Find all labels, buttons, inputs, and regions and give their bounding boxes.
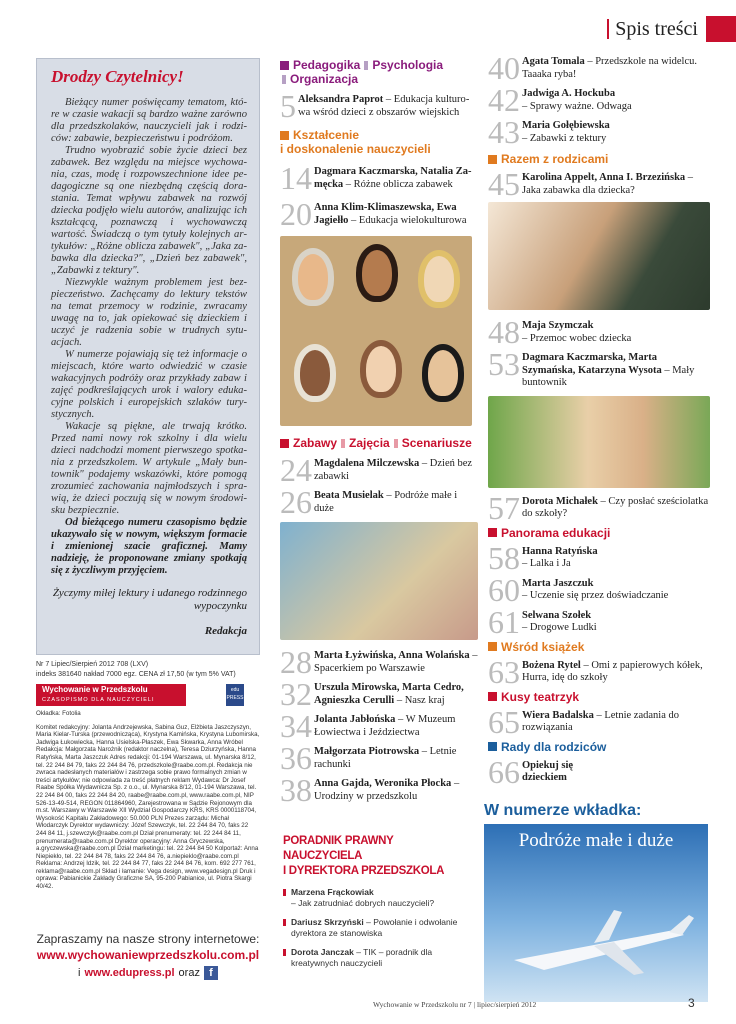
entry-author: Dagmara Kaczmarska, Natalia Zamęcka: [314, 166, 472, 190]
entry-title: – Czy posłać sześciolatka do szkoły?: [522, 495, 709, 519]
issue-info: Nr 7 Lipiec/Sierpień 2012 708 (LXV): [36, 661, 149, 668]
toc-entry[interactable]: [280, 676, 478, 712]
supplement-heading: W numerze wkładka:: [484, 802, 642, 819]
letter-paragraph: Bieżący numer poświęcamy tematom, które w czasie wakacji są bardzo ważne zarówno dla przedszkolaków, nauczycieli jak i rodziców: zabawie, bezpieczeństwu i podróżom.: [51, 97, 247, 144]
page-number: 66: [488, 753, 520, 790]
page-number: 20: [280, 196, 312, 232]
face-illustration: [356, 244, 398, 302]
entry-title: – W Muzeum Łowiectwa i Jeździectwa: [314, 714, 456, 738]
guide-author: Dorota Janczak: [291, 947, 354, 957]
cover-credit: Okładka: Fotolia: [36, 710, 81, 717]
letter-title: Drodzy Czytelnicy!: [51, 67, 184, 86]
section-pedagogika: [280, 58, 478, 72]
imprint: [36, 660, 260, 891]
edupress-logo: edu PRESS: [226, 684, 244, 706]
letter-paragraph: Trudno wyobrazić sobie życie dzieci bez zabawek. Bez względu na miejsce wychowania, czas, modę i rozpowszechnione idee pedagogiczne są one niezbędną częścią dorastania. Temat wpływu zabawek na rozwój dziecka podjęło wielu autorów, analizując ich kształcącą, poznawczą i wychowawczą wartość. Świadczą o tym tytuły kolejnych artykułów: „Różne oblicza zabawek", „Jaka zabawka dla dziecka?", „Dzień bez zabawek", „Zabawki z tektury".: [51, 145, 247, 276]
section-marker: [394, 439, 398, 448]
page-number: 40: [488, 50, 520, 86]
separator-text: i: [78, 967, 81, 979]
page-number: 58: [488, 539, 520, 576]
toc-entry[interactable]: [280, 452, 478, 488]
page-number: 38: [280, 772, 312, 808]
entry-author: Marta Jaszczuk: [522, 577, 594, 589]
page-number: 42: [488, 82, 520, 118]
section-label: Psychologia: [372, 58, 444, 72]
section-label: Kształcenie: [293, 128, 360, 142]
edupress-link[interactable]: www.edupress.pl: [84, 967, 175, 979]
page-number: 36: [280, 740, 312, 776]
oraz-text: oraz: [178, 967, 200, 979]
page-title: Spis treści: [615, 17, 698, 40]
entry-title: – Omi z papierowych kółek, Hurra, idę do szkoły: [522, 659, 703, 683]
section-razem: [488, 152, 710, 166]
entry-title: – Lalka i Ja: [522, 558, 571, 569]
section-ksztalcenie: [280, 128, 478, 142]
page-number: 28: [280, 644, 312, 680]
magazine-logo: [36, 684, 260, 706]
entry-title: – Zabawki z tektury: [522, 132, 607, 144]
entry-author: Beata Musielak: [314, 490, 384, 501]
middle-column: [280, 58, 478, 808]
toc-entry[interactable]: [488, 603, 710, 640]
page-number: 34: [280, 708, 312, 744]
section-label: Organizacja: [290, 72, 359, 86]
section-marker: [341, 439, 345, 448]
section-label: Zajęcia: [349, 436, 390, 450]
website-promo: [36, 932, 260, 980]
toc-entry[interactable]: [280, 740, 478, 776]
page-number: 45: [488, 166, 520, 202]
section-marker: [280, 439, 289, 448]
guide-item[interactable]: [283, 917, 473, 939]
guide-title: – TIK – poradnik dla kreatywnych nauczycieli: [291, 947, 433, 968]
guide-title: – Powołanie i odwołanie dyrektora ze stanowiska: [291, 917, 458, 938]
toc-entry[interactable]: [488, 653, 710, 690]
letter-closing: Życzymy miłej lektury i udanego rodzinnego wypoczynku: [52, 587, 247, 612]
entry-author: Maja Szymczak: [522, 320, 594, 331]
toc-entry[interactable]: [488, 166, 710, 202]
guide-heading: PORADNIK PRAWNY NAUCZYCIELA: [283, 835, 394, 862]
toc-entry[interactable]: [280, 484, 478, 520]
toc-entry[interactable]: [280, 196, 478, 232]
section-label: Razem z rodzicami: [501, 152, 609, 166]
section-marker: [488, 528, 497, 537]
guide-item[interactable]: [283, 887, 473, 909]
page-number: 61: [488, 603, 520, 640]
toc-entry[interactable]: [488, 571, 710, 608]
guide-title: – Jak zatrudniać dobrych nauczycieli?: [291, 898, 435, 908]
entry-author: Wiera Badalska: [522, 709, 594, 721]
page-number: 5: [280, 88, 296, 124]
section-marker: [488, 692, 497, 701]
toc-entry[interactable]: [280, 644, 478, 680]
section-label: Kusy teatrzyk: [501, 689, 580, 704]
page-number: 57: [488, 489, 520, 526]
toc-entry[interactable]: [488, 314, 710, 350]
section-marker: [280, 61, 289, 70]
entry-author: Marta Łyżwińska, Anna Wolańska: [314, 650, 470, 661]
section-zabawy: [280, 436, 478, 450]
section-label: Wśród książek: [501, 639, 585, 654]
letter-bold-paragraph: Od bieżącego numeru czasopismo będzie ukazywało się w nowym, większym formacie i zmienionej szacie graficznej. Mamy nadzieję, że proponowane zmiany spotkają się z życzliwym przyjęciem.: [51, 517, 247, 576]
guide-author: Dariusz Skrzyński: [291, 917, 364, 927]
entry-author: Bożena Rytel: [522, 659, 581, 671]
supplement-title: Podróże małe i duże: [518, 830, 674, 851]
page-number: 48: [488, 314, 520, 350]
section-label: Rady dla rodziców: [501, 739, 607, 754]
airplane-icon: [484, 880, 708, 1000]
section-label: Pedagogika: [293, 58, 361, 72]
page-number: 63: [488, 653, 520, 690]
entry-title: – Edukacja wielokulturowa: [348, 214, 467, 226]
entry-author: Magdalena Milczewska: [314, 458, 420, 469]
section-marker: [282, 75, 286, 84]
face-illustration: [418, 250, 460, 308]
entry-author: Aleksandra Paprot: [298, 94, 384, 105]
entry-title: – Podróże małe i duże: [314, 490, 458, 514]
page-number: 14: [280, 160, 312, 196]
toc-entry[interactable]: [280, 772, 478, 808]
toc-entry[interactable]: [280, 88, 478, 124]
page-number: 53: [488, 346, 520, 382]
face-illustration: [294, 344, 336, 402]
footer-text: Wychowanie w Przedszkolu nr 7 | lipiec/sierpień 2012: [373, 1000, 537, 1009]
entry-author: Hanna Ratyńska: [522, 545, 598, 557]
section-marker: [364, 61, 368, 70]
editorial-letter: [36, 58, 260, 655]
section-label: i doskonalenie nauczycieli: [280, 142, 431, 156]
child-with-map-photo: [280, 522, 478, 640]
toc-entry[interactable]: [280, 160, 478, 196]
multicultural-children-illustration: [280, 236, 472, 426]
section-label: Zabawy: [293, 436, 338, 450]
letter-paragraph: Niezwykle ważnym problemem jest bezpieczeństwo. Zachęcamy do lektury tekstów na temat przemocy w rodzinie, zwracamy uwagę na to, jak opiekować się dzieckiem i uczyć je radzenia sobie w trudnych sytuacjach.: [51, 277, 247, 348]
header-accent-block: [706, 16, 736, 42]
section-marker: [488, 155, 497, 164]
entry-title: – Letnie rachunki: [314, 746, 457, 770]
entry-author: Jadwiga A. Hockuba: [522, 88, 616, 99]
section-marker: [488, 742, 497, 751]
legal-guide-box: [283, 834, 473, 969]
entry-author: Selwana Szołek: [522, 609, 592, 621]
entry-title: – Mały buntownik: [522, 364, 695, 388]
toc-entry[interactable]: [488, 703, 710, 740]
visit-text: Zapraszamy na nasze strony internetowe:: [36, 932, 260, 946]
section-label: Panorama edukacji: [501, 525, 611, 540]
face-illustration: [422, 344, 464, 402]
grumpy-girl-photo: [488, 396, 710, 488]
entry-title: – Uczenie się przez doświadczanie: [522, 590, 669, 601]
toc-entry[interactable]: [488, 114, 710, 150]
guide-heading: I DYREKTORA PRZEDSZKOLA: [283, 865, 445, 877]
page-number: 60: [488, 571, 520, 608]
entry-title: – Przedszkole na widelcu. Taaaka ryba!: [522, 56, 697, 80]
airplane-sky-image: [484, 824, 708, 1002]
toc-entry[interactable]: [488, 753, 710, 790]
entry-title: – Nasz kraj: [394, 694, 445, 706]
entry-title: – Przemoc wobec dziecka: [522, 332, 632, 344]
entry-author: Anna Klim-Klimaszewska, Ewa Jagiełło: [314, 202, 457, 226]
letter-signature: Redakcja: [204, 625, 247, 637]
face-illustration: [292, 248, 334, 306]
entry-author: Maria Gołębiewska: [522, 120, 610, 131]
section-organizacja: [282, 72, 478, 86]
page-number: 43: [488, 114, 520, 150]
toc-entry[interactable]: [488, 489, 710, 526]
entry-author: Dagmara Kaczmarska, Marta Szymańska, Katarzyna Wysota: [522, 352, 662, 376]
imprint-body: Komitet redakcyjny: Jolanta Andrzejewska, Sabina Guz, Elżbieta Jaszczyszyn, Maria Kielar-Turska (przewodnicząca), Krystyna Kamińska, Krystyna Lubomirska, Jadwiga Łukowiecka, Hanna Usielska-Płaszek, Ewa Skwarka, Anna Wróbel Redakcja: Małgorzata Narożnik (redaktor naczelna), Teresa Dziurzyńska, Hanna Ratyńska, Marta Jaszczuk Adres redakcji: 01-194 Warszawa, ul. Mynarska 8/12, tel. 22 244 84 79, faks 22 244 84 76, przedszkole@raabe.com.pl. Redakcja nie zwraca nadesłanych materiałów i zastrzega sobie prawo formalnych zmian w treści artykułów; nie odpowiada za treść płatnych reklam Wydawca: Dr Josef Raabe Spółka Wydawnicza Sp. z o.o., ul. Mynarska 8/12, 01-194 Warszawa, tel. 22 244 84 00, faks 22 244 84 20, raabe@raabe.com.pl, www.raabe.com.pl, NIP 526-13-49-514, REGON 011864960, Zarejestrowana w Sądzie Rejonowym dla m.st. Warszawy w Warszawie XII Wydział Gospodarczy KRS, KRS 0000118704, Wysokość Kapitału Zakładowego: 50.000 PLN Prezes zarządu: Michał Włodarczyk Dyrektor wydawniczy: Józef Szewczyk, tel. 22 244 84 70, faks 22 244 84 11, j.szewczyk@raabe.com.pl Dział prenumeraty: tel. 22 244 84 11, prenumerata@raabe.com.pl Dyrektor operacyjny: Anna Gryczewska, a.gryczewska@raabe.com.pl Dział marketingu: tel. 22 244 84 50 Kolportaż: Anna Niepiekło, tel. 22 244 84 78, faks 22 244 84 76, a.niepieklo@raabe.com.pl Reklama: Andrzej Idzik, tel. 22 244 84 77, faks 22 244 84 76, kom. 692 277 761, reklama@raabe.com.pl Skład i łamanie: Vega design, www.vegadesign.pl Druk i oprawa: Pabianickie Zakłady Graficzne SA, 95-200 Pabianice, ul. Piotra Skargi 40/42.: [36, 723, 260, 891]
entry-title: – Drogowe Ludki: [522, 622, 597, 633]
entry-author: Anna Gajda, Weronika Płocka: [314, 778, 452, 789]
entry-title: – Edukacja kulturowa wśród dzieci z obszarów wiejskich: [298, 94, 470, 118]
letter-paragraph: Wakacje są piękne, ale trwają krótko. Przed nami nowy rok szkolny i dla wielu dzieci nadchodzi moment pierwszego spotkania z przedszkolem. W artykule „Mały buntownik" podajemy wskazówki, które pomogą zrozumieć zachowania najmłodszych i sprawią, że dzieci poczują się w nowym środowisku bezpiecznie.: [51, 421, 247, 516]
section-rady: [488, 740, 710, 754]
section-kusy-teatrzyk: [488, 690, 710, 704]
toc-entry[interactable]: [488, 539, 710, 576]
section-panorama: [488, 526, 710, 540]
entry-author: Dorota Michałek: [522, 495, 598, 507]
entry-title: – Różne oblicza zabawek: [343, 178, 453, 190]
page-number: 32: [280, 676, 312, 712]
right-column: [488, 50, 710, 790]
guide-item[interactable]: [283, 947, 473, 969]
section-ksiazki: [488, 640, 710, 654]
entry-title: – Dzień bez zabawki: [314, 458, 473, 482]
guide-author: Marzena Frąckowiak: [291, 887, 374, 897]
entry-title: – Spacerkiem po Warszawie: [314, 650, 478, 674]
page-number-footer: 3: [688, 996, 695, 1010]
section-ksztalcenie-sub: [280, 142, 478, 156]
page-number: 24: [280, 452, 312, 488]
section-marker: [280, 131, 289, 140]
entry-title: – Letnie zadania do rozwiązania: [522, 709, 679, 733]
page-number: 65: [488, 703, 520, 740]
header-divider: [607, 19, 609, 39]
entry-author: Jolanta Jabłońska: [314, 714, 396, 725]
website-link[interactable]: www.wychowaniewprzedszkolu.com.pl: [36, 948, 260, 962]
toc-entry[interactable]: [488, 50, 710, 86]
entry-author: Agata Tomala: [522, 56, 585, 67]
entry-author: Opiekuj się dzieckiem: [522, 759, 574, 783]
section-marker: [488, 642, 497, 651]
entry-title: – Sprawy ważne. Odwaga: [522, 100, 632, 112]
page-header: [607, 16, 736, 42]
logo-subtitle: CZASOPISMO DLA NAUCZYCIELI: [36, 696, 186, 706]
supplement-box: [484, 802, 708, 1002]
page-number: 26: [280, 484, 312, 520]
toc-entry[interactable]: [488, 346, 710, 390]
entry-title: – Jaka zabawka dla dziecka?: [522, 172, 694, 196]
entry-author: Karolina Appelt, Anna I. Brzezińska: [522, 172, 686, 183]
toc-entry[interactable]: [488, 82, 710, 118]
face-illustration: [360, 340, 402, 398]
section-label: Scenariusze: [401, 436, 472, 450]
facebook-icon[interactable]: f: [204, 966, 218, 980]
toc-entry[interactable]: [280, 708, 478, 744]
entry-author: Małgorzata Piotrowska: [314, 746, 420, 757]
logo-title: Wychowanie w Przedszkolu: [36, 684, 186, 696]
girl-reading-photo: [488, 202, 710, 310]
entry-title: – Urodziny w przedszkolu: [314, 778, 460, 802]
entry-author: Urszula Mirowska, Marta Cedro, Agnieszka Cerulli: [314, 682, 464, 706]
letter-paragraph: W numerze pojawiają się też informacje o miejscach, które warto odwiedzić w czasie wakacyjnych podróży oraz przykłady zabaw i zajęć podkreślających urok i walory edukacyjne polskich i europejskich szlaków turystycznych.: [51, 349, 247, 420]
index-info: indeks 381640 nakład 7000 egz. CENA zł 17,50 (w tym 5% VAT): [36, 671, 236, 678]
